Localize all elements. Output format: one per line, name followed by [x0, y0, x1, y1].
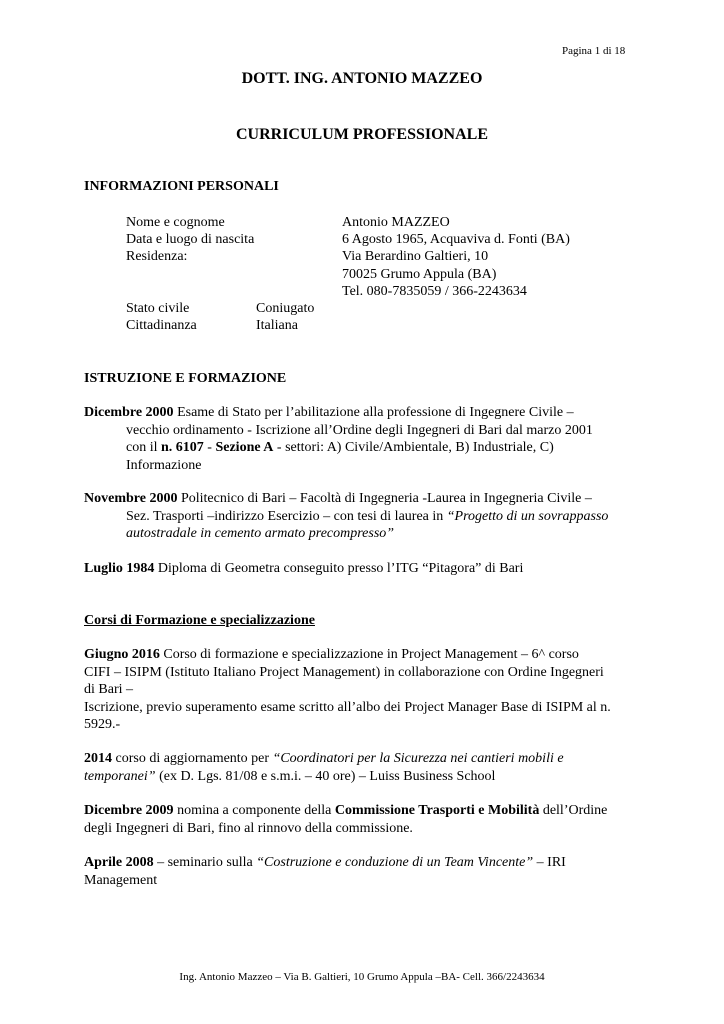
residence-address: Via Berardino Galtieri, 10 [342, 249, 489, 264]
entry-text: Iscrizione, previo superamento esame scritto all’albo dei Project Manager Base di ISIPM al n. [84, 699, 611, 715]
entry-date: Aprile 2008 [84, 855, 154, 870]
thesis-title: autostradale in cemento armato precompresso” [126, 526, 395, 541]
birth-value: 6 Agosto 1965, Acquaviva d. Fonti (BA) [342, 232, 570, 247]
residence-phone: Tel. 080-7835059 / 366-2243634 [342, 284, 527, 299]
residence-city: 70025 Grumo Appula (BA) [342, 267, 497, 282]
citizenship-value: Italiana [256, 318, 298, 333]
entry-text: Management [84, 872, 158, 888]
course-entry [84, 750, 644, 785]
entry-date: Dicembre 2000 [84, 405, 174, 420]
registration-number: n. 6107 [161, 440, 204, 455]
thesis-title: “Progetto di un sovrappasso [446, 508, 609, 524]
entry-date: Luglio 1984 [84, 561, 155, 576]
entry-text: Informazione [126, 457, 202, 473]
section-heading-education: ISTRUZIONE E FORMAZIONE [84, 371, 287, 386]
entry-text: Politecnico di Bari – Facoltà di Ingegneria -Laurea in Ingegneria Civile – [177, 491, 592, 506]
page-number: Pagina 1 di 18 [562, 45, 626, 57]
entry-text: dell’Ordine [539, 803, 608, 818]
entry-text: – IRI [533, 855, 566, 870]
page-footer: Ing. Antonio Mazzeo – Via B. Galtieri, 10 Grumo Appula –BA- Cell. 366/2243634 [179, 971, 545, 983]
section-heading-personal: INFORMAZIONI PERSONALI [84, 179, 279, 194]
commission-name: Commissione Trasporti e Mobilità [334, 803, 540, 818]
document-subtitle: CURRICULUM PROFESSIONALE [235, 126, 489, 143]
entry-date: 2014 [84, 751, 112, 766]
entry-text: corso di aggiornamento per [112, 751, 273, 766]
citizenship-label: Cittadinanza [126, 318, 197, 333]
education-entry [84, 490, 644, 543]
entry-text: - settori: A) Civile/Ambientale, B) Industriale, C) [273, 440, 554, 455]
entry-text: vecchio ordinamento - Iscrizione all’Ordine degli Ingegneri di Bari dal marzo 2001 [126, 422, 593, 438]
course-title: “Coordinatori per la Sicurezza nei cantieri mobili e [272, 751, 564, 766]
entry-text: Diploma di Geometra conseguito presso l’ITG “Pitagora” di Bari [154, 561, 524, 576]
entry-date: Novembre 2000 [84, 491, 178, 506]
seminar-title: “Costruzione e conduzione di un Team Vincente” [256, 855, 534, 870]
course-title: temporanei” [84, 768, 156, 784]
document-title: DOTT. ING. ANTONIO MAZZEO [241, 70, 483, 87]
entry-text: - [203, 440, 216, 455]
entry-text: con il [126, 440, 161, 455]
course-entry [84, 854, 644, 889]
entry-text: nomina a componente della [173, 803, 335, 818]
education-entry [84, 560, 644, 578]
education-entry [84, 404, 644, 474]
entry-text: (ex D. Lgs. 81/08 e s.m.i. – 40 ore) – Luiss Business School [155, 768, 496, 784]
birth-label: Data e luogo di nascita [126, 232, 255, 247]
course-entry [84, 802, 644, 837]
civil-status-value: Coniugato [256, 301, 315, 316]
course-entry [84, 646, 644, 734]
name-value: Antonio MAZZEO [342, 215, 450, 230]
entry-text: Sez. Trasporti –indirizzo Esercizio – con tesi di laurea in [126, 508, 447, 524]
name-label: Nome e cognome [126, 215, 225, 230]
entry-text: – seminario sulla [153, 855, 257, 870]
residence-label: Residenza: [126, 249, 188, 264]
entry-date: Giugno 2016 [84, 647, 160, 662]
entry-text: di Bari – [84, 682, 133, 697]
entry-date: Dicembre 2009 [84, 803, 174, 818]
entry-text: Corso di formazione e specializzazione in Project Management – 6^ corso [159, 647, 579, 662]
entry-text: CIFI – ISIPM (Istituto Italiano Project Management) in collaborazione con Ordine Ingegneri [84, 664, 604, 680]
entry-text: 5929.- [84, 717, 121, 732]
civil-status-label: Stato civile [126, 301, 190, 316]
entry-text: Esame di Stato per l’abilitazione alla professione di Ingegnere Civile – [173, 405, 574, 420]
registration-section: Sezione A [215, 440, 274, 455]
entry-text: degli Ingegneri di Bari, fino al rinnovo della commissione. [84, 820, 413, 836]
section-heading-courses: Corsi di Formazione e specializzazione [84, 613, 315, 628]
